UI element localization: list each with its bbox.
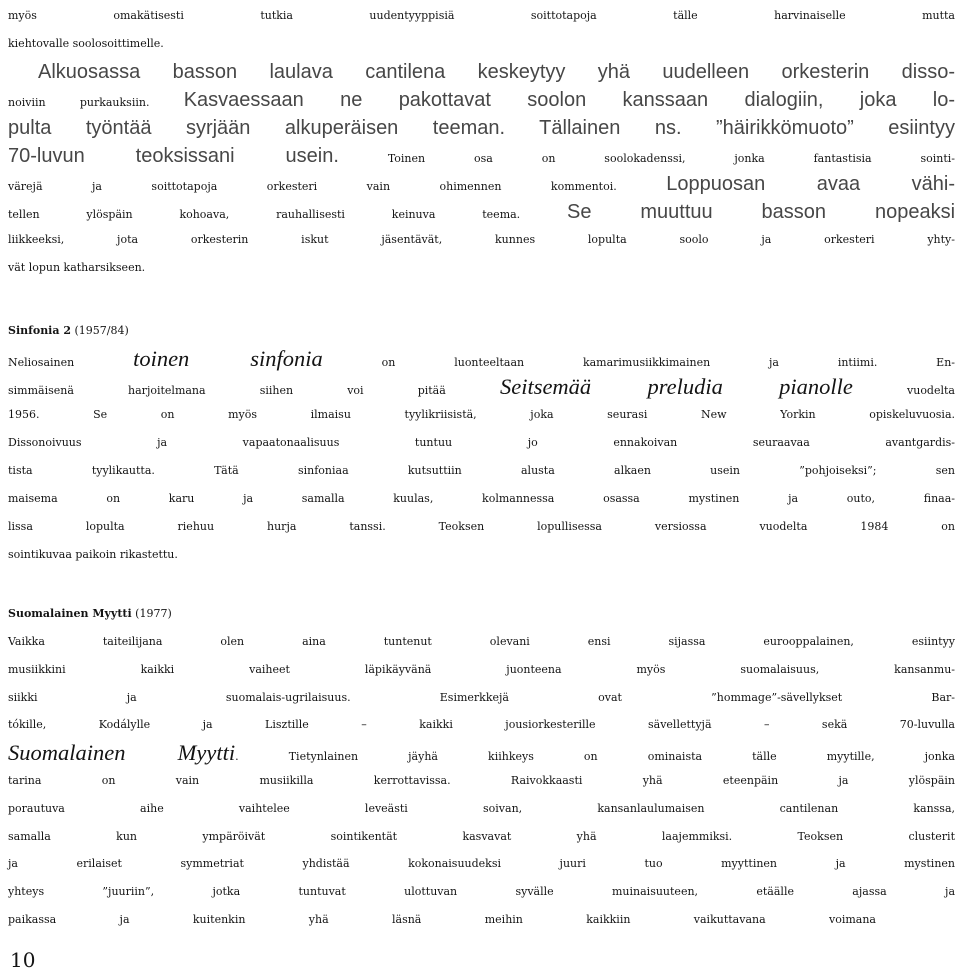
text-line: tókille, Kodálylle ja Lisztille – kaikki jousiorkesterille sävellettyjä – sekä 70-luvulla (8, 718, 955, 732)
text-line: yhteys ”juuriin”, jotka tuntuvat ulottuvan syvälle muinaisuuteen, etäälle ajassa ja (8, 885, 955, 899)
text-line: kiehtovalle soolosoittimelle. (8, 37, 164, 50)
text-line: tarina on vain musiikilla kerrottavissa. Raivokkaasti yhä eteenpäin ja ylöspäin (8, 773, 955, 787)
section-heading (8, 317, 955, 345)
text-line (8, 739, 955, 767)
text-segment: 70-luvun teoksissani usein. (8, 145, 339, 167)
text-segment: Neliosainen (8, 356, 75, 369)
text-segment: noiviin purkauksiin. (8, 96, 150, 109)
text-segment: Loppuosan avaa vähi- (666, 173, 955, 195)
section-sinfonia-2 (8, 317, 955, 569)
text-segment: Se muuttuu basson nopeaksi (567, 201, 956, 223)
text-line (8, 114, 955, 142)
text-line (8, 373, 955, 401)
text-line: siikki ja suomalais-ugrilaisuus. Esimerkkejä ovat ”hommage”-sävellykset Bar- (8, 690, 955, 704)
text-segment: värejä ja soittotapoja orkesteri vain ohimennen kommentoi. (8, 180, 617, 193)
text-line: maisema on karu ja samalla kuulas, kolmannessa osassa mystinen ja outo, finaa- (8, 492, 955, 505)
text-line: sointikuvaa paikoin rikastettu. (8, 548, 178, 561)
section-suomalainen-myytti (8, 600, 955, 934)
text-line: ja erilaiset symmetriat yhdistää kokonaisuudeksi juuri tuo myyttinen ja mystinen (8, 857, 955, 871)
heading-years: (1957/84) (74, 324, 129, 337)
text-line: lissa lopulta riehuu hurja tanssi. Teoksen lopullisessa versiossa vuodelta 1984 on (8, 520, 955, 533)
heading-years: (1977) (135, 607, 172, 620)
text-line (8, 345, 955, 373)
italic-title: Seitsemää preludia pianolle (499, 374, 853, 399)
text-line (8, 86, 955, 114)
text-segment: on luonteeltaan kamarimusiikkimainen ja intiimi. En- (381, 356, 956, 369)
text-line: samalla kun ympäröivät sointikentät kasvavat yhä laajemmiksi. Teoksen clusterit (8, 829, 955, 843)
intro-paragraph (8, 2, 955, 282)
italic-title: Suomalainen Myytti (8, 740, 236, 766)
text-line (8, 198, 955, 226)
text-segment: pulta työntää syrjään alkuperäisen teeman. Tällainen ns. ”häirikkömuoto” esiintyy (8, 117, 955, 139)
text-line: Vaikka taiteilijana olen aina tuntenut olevani ensi sijassa eurooppalainen, esiintyy (8, 635, 955, 648)
text-segment: Alkuosassa basson laulava cantilena keskeytyy yhä uudelleen orkesterin disso- (38, 61, 955, 83)
text-segment: simmäisenä harjoitelmana siihen voi pitää (8, 384, 446, 397)
text-line: paikassa ja kuitenkin yhä läsnä meihin kaikkiin vaikuttavana voimana (8, 912, 876, 926)
text-line: tista tyylikautta. Tätä sinfoniaa kutsuttiin alusta alkaen usein ”pohjoiseksi”; sen (8, 464, 955, 477)
italic-title: toinen sinfonia (133, 346, 323, 371)
text-line: Dissonoivuus ja vapaatonaalisuus tuntuu jo ennakoivan seuraavaa avantgardis- (8, 436, 955, 449)
text-line: 1956. Se on myös ilmaisu tyylikriisistä, joka seurasi New Yorkin opiskeluvuosia. (8, 408, 955, 421)
text-segment: vuodelta (907, 384, 955, 397)
text-line: porautuva aihe vaihtelee leveästi soivan, kansanlaulumaisen cantilenan kanssa, (8, 801, 955, 815)
text-line (8, 142, 955, 170)
text-segment: . Tietynlainen jäyhä kiihkeys on ominaista tälle myytille, jonka (235, 750, 955, 764)
page-number: 10 (10, 948, 36, 972)
text-line (8, 58, 955, 86)
text-segment: tellen ylöspäin kohoava, rauhallisesti keinuva teema. (8, 208, 521, 221)
section-heading (8, 600, 955, 628)
text-segment: Toinen osa on soolokadenssi, jonka fantastisia sointi- (387, 152, 956, 165)
text-line: vät lopun katharsikseen. (8, 261, 146, 274)
text-line: myös omakätisesti tutkia uudentyyppisiä soittotapoja tälle harvinaiselle mutta (8, 9, 955, 22)
text-segment: Kasvaessaan ne pakottavat soolon kanssaan dialogiin, joka lo- (183, 89, 955, 111)
heading-title: Suomalainen Myytti (8, 607, 132, 620)
heading-title: Sinfonia 2 (8, 324, 71, 337)
text-line (8, 170, 955, 198)
text-line: musiikkini kaikki vaiheet läpikäyvänä juonteena myös suomalaisuus, kansanmu- (8, 662, 955, 676)
text-line: liikkeeksi, jota orkesterin iskut jäsentävät, kunnes lopulta soolo ja orkesteri yhty- (8, 233, 955, 246)
